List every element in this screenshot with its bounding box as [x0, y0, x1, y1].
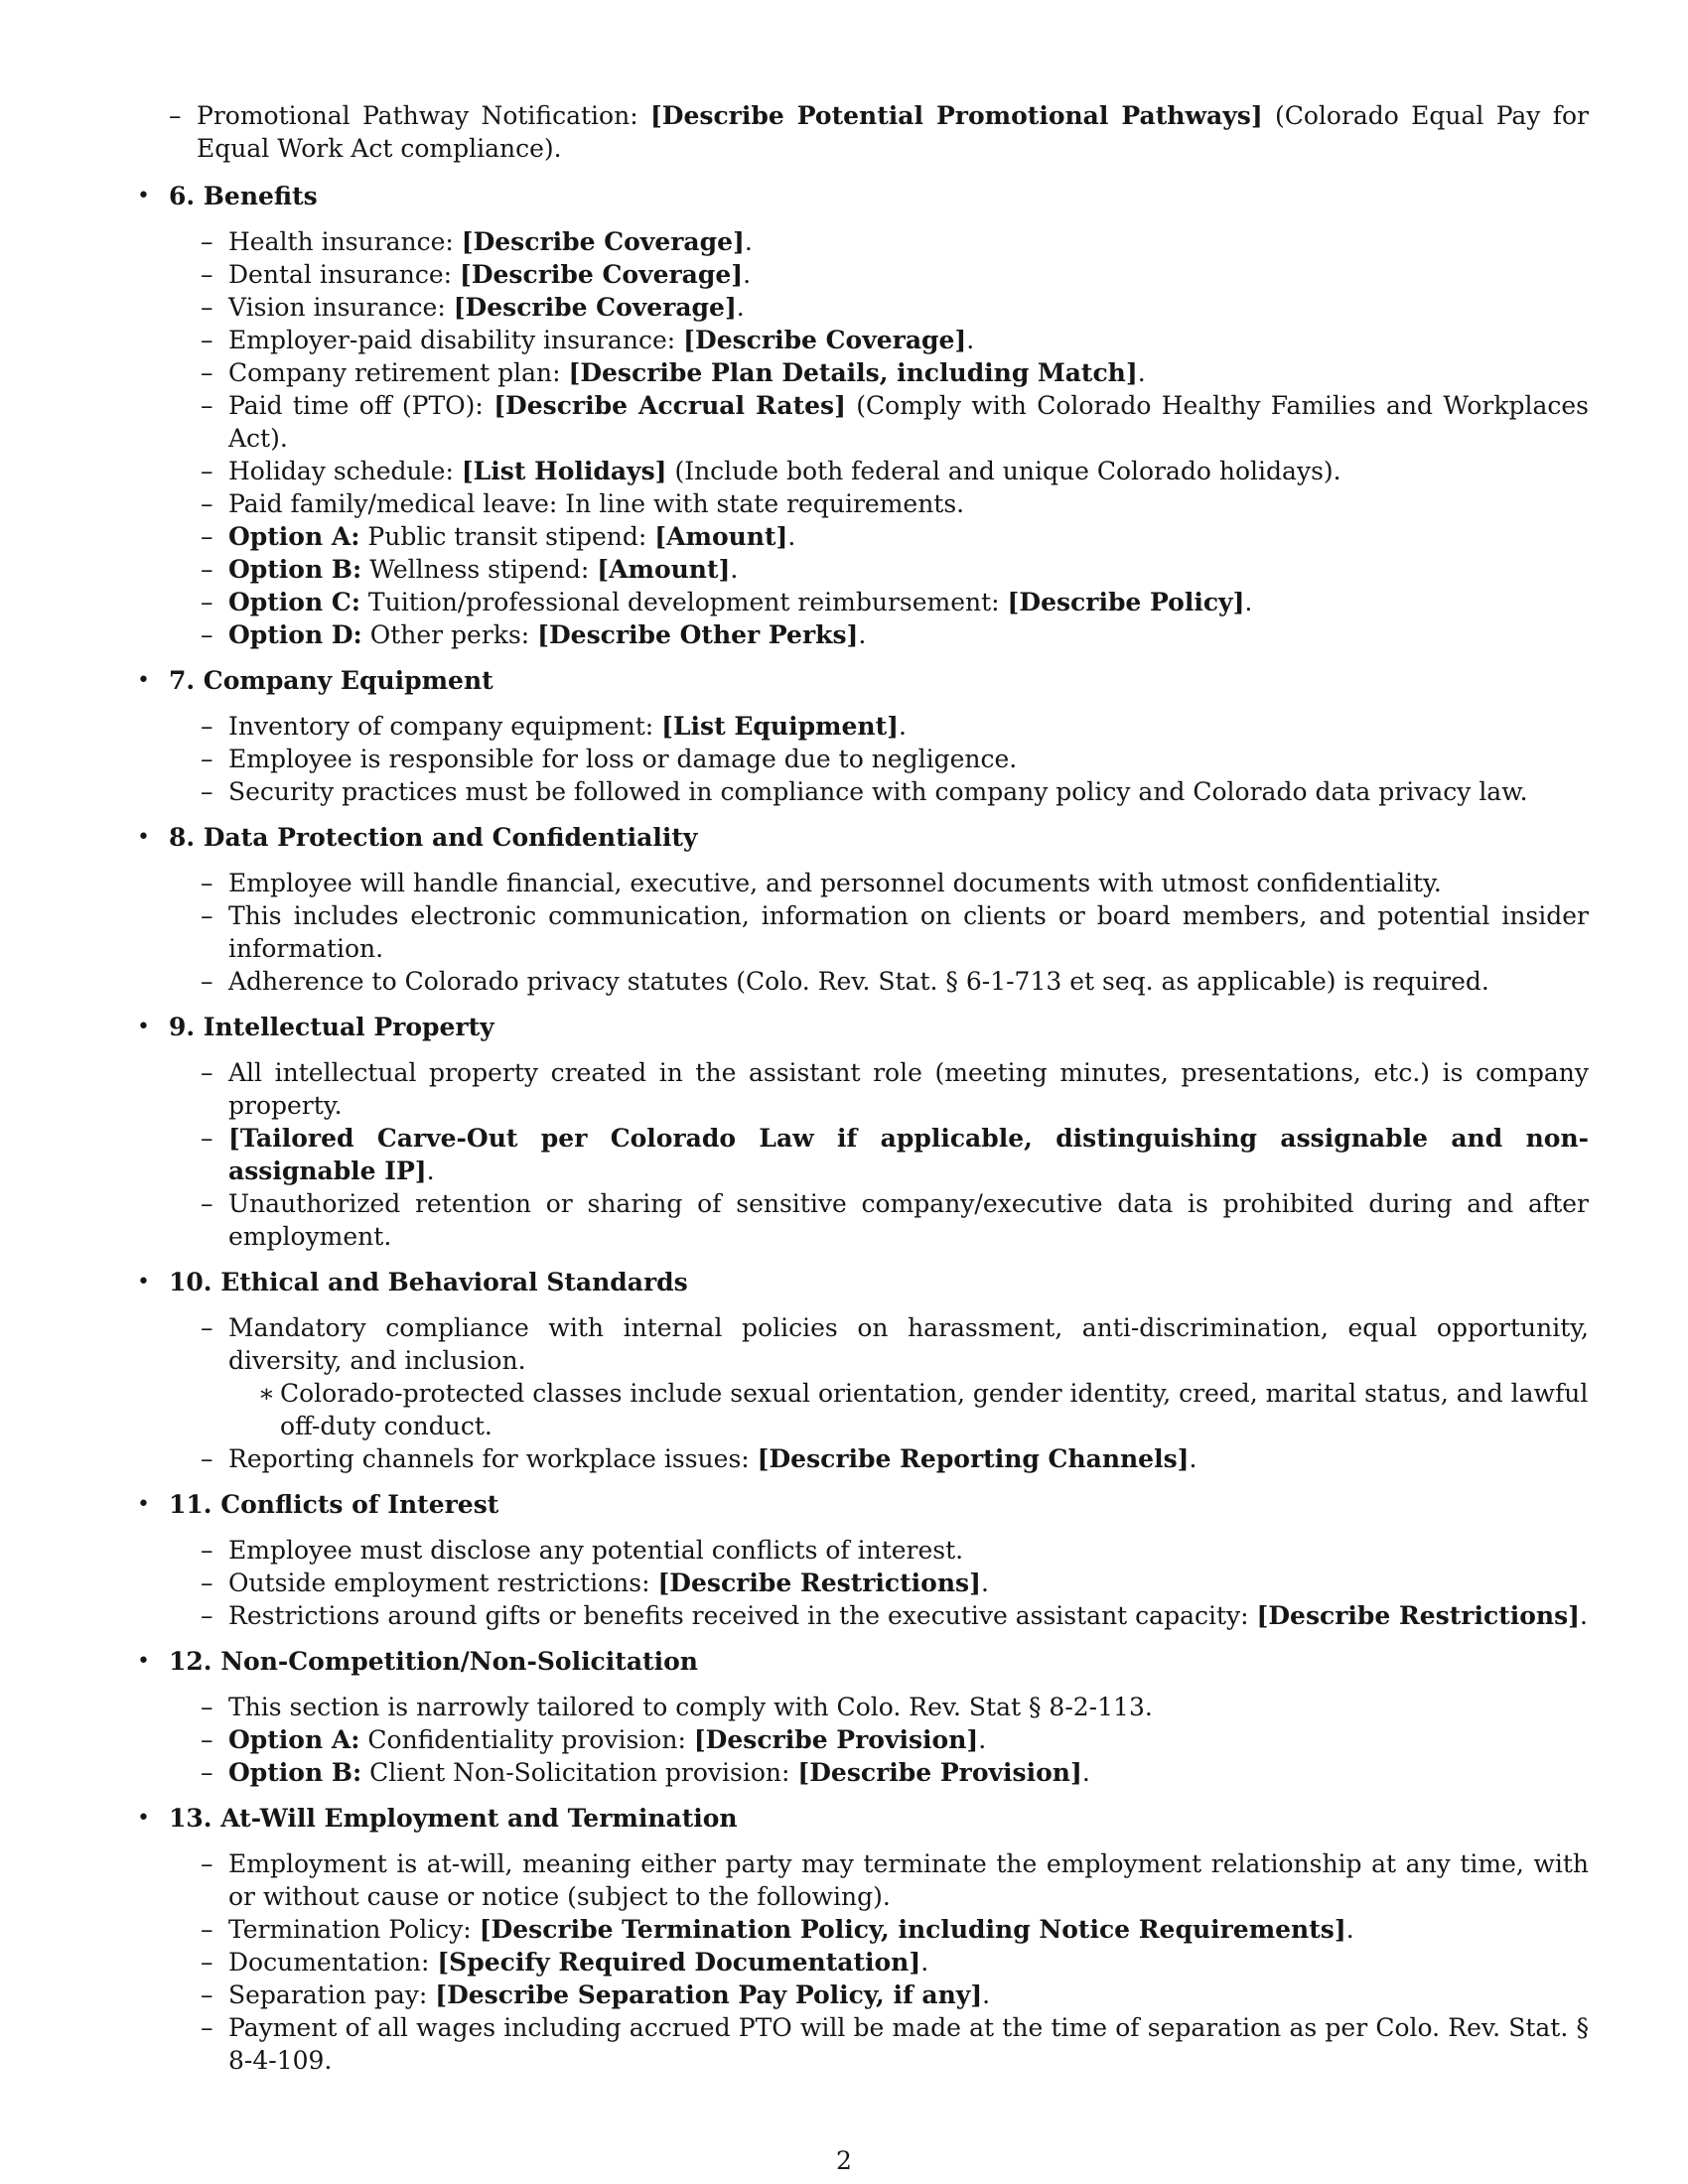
item-text: All intellectual property created in the assistant role (meeting minutes, presentations, etc.) is company property. — [228, 1058, 1589, 1120]
bullet-marker: • — [137, 1015, 150, 1039]
item-text: Reporting channels for workplace issues: — [228, 1444, 758, 1473]
option-label: Option A: — [228, 522, 360, 551]
list-item — [169, 520, 1589, 553]
section-items — [169, 1847, 1589, 2077]
dash-marker: – — [201, 745, 213, 773]
dash-marker: – — [201, 1569, 213, 1597]
section-heading: 7. Company Equipment — [169, 666, 493, 695]
list-item — [169, 1691, 1589, 1723]
list-item — [169, 291, 1589, 324]
section-heading: 6. Benefits — [169, 182, 318, 210]
item-suffix: . — [982, 1980, 991, 2009]
dash-marker: – — [201, 1601, 213, 1630]
dash-marker: – — [201, 1693, 213, 1721]
section-items — [169, 710, 1589, 808]
item-suffix: . — [743, 260, 752, 289]
section-heading: 11. Conflicts of Interest — [169, 1490, 499, 1519]
section-heading: 12. Non-Competition/Non-Solicitation — [169, 1647, 698, 1676]
dash-marker: – — [201, 901, 213, 930]
list-item — [169, 1567, 1589, 1599]
dash-marker: – — [201, 1915, 213, 1944]
dash-marker: – — [201, 489, 213, 518]
item-text: Inventory of company equipment: — [228, 712, 662, 741]
bullet-marker: • — [137, 825, 150, 850]
section — [137, 1488, 1589, 1632]
item-suffix: . — [1345, 1915, 1354, 1944]
dash-marker: – — [201, 1189, 213, 1218]
placeholder-text: [Describe Plan Details, including Match] — [568, 358, 1138, 387]
section-heading: 9. Intellectual Property — [169, 1013, 494, 1041]
placeholder-text: [Describe Restrictions] — [657, 1569, 981, 1597]
dash-marker: – — [201, 1058, 213, 1087]
item-text: Separation pay: — [228, 1980, 436, 2009]
dash-marker: – — [201, 555, 213, 584]
list-item — [169, 225, 1589, 258]
item-text: Public transit stipend: — [359, 522, 655, 551]
section — [137, 1011, 1589, 1253]
list-item — [169, 1913, 1589, 1946]
option-label: Option C: — [228, 588, 360, 616]
list-item — [169, 1056, 1589, 1122]
dash-marker: – — [201, 777, 213, 806]
section — [137, 1802, 1589, 2077]
list-item — [169, 1847, 1589, 1913]
section — [137, 1645, 1589, 1789]
dash-marker: – — [201, 967, 213, 996]
dash-marker: – — [201, 620, 213, 649]
item-suffix: . — [1137, 358, 1146, 387]
item-text: Paid time off (PTO): — [228, 391, 494, 420]
dash-marker: – — [201, 1758, 213, 1787]
section — [137, 664, 1589, 808]
dash-marker: – — [201, 869, 213, 897]
item-text: Outside employment restrictions: — [228, 1569, 658, 1597]
section-heading: 13. At-Will Employment and Termination — [169, 1804, 738, 1833]
item-text: Wellness stipend: — [361, 555, 598, 584]
page-number: 2 — [836, 2146, 852, 2175]
item-suffix: . — [1244, 588, 1253, 616]
placeholder-text: [List Equipment] — [661, 712, 899, 741]
item-suffix: . — [978, 1725, 987, 1754]
placeholder-text: [Describe Accrual Rates] — [493, 391, 846, 420]
section-heading: 10. Ethical and Behavioral Standards — [169, 1268, 688, 1297]
dash-marker: – — [201, 1980, 213, 2009]
placeholder-text: [Describe Termination Policy, including Notice Requirements] — [479, 1915, 1346, 1944]
carryover-item — [137, 99, 1589, 165]
star-marker: ∗ — [258, 1379, 275, 1408]
list-item — [169, 356, 1589, 389]
dash-marker: – — [201, 358, 213, 387]
list-item — [169, 899, 1589, 965]
item-text: Client Non-Solicitation provision: — [361, 1758, 798, 1787]
section — [137, 821, 1589, 998]
sub-list-item — [169, 1377, 1589, 1442]
item-text: This includes electronic communication, information on clients or board members, and potential insider information. — [228, 901, 1589, 963]
list-item — [169, 1756, 1589, 1789]
item-text: Employee is responsible for loss or damage due to negligence. — [228, 745, 1018, 773]
option-label: Option B: — [228, 555, 362, 584]
list-item — [169, 487, 1589, 520]
placeholder-text: [Describe Separation Pay Policy, if any] — [435, 1980, 983, 2009]
section — [137, 1266, 1589, 1475]
placeholder-text: [Describe Coverage] — [683, 326, 967, 354]
item-text: Employment is at-will, meaning either party may terminate the employment relationship at any time, with or without cause or notice (subject to the following). — [228, 1849, 1589, 1911]
placeholder-text: [Describe Coverage] — [459, 260, 744, 289]
bullet-marker: • — [137, 1492, 150, 1517]
item-suffix: . — [730, 555, 739, 584]
item-suffix: . — [980, 1569, 989, 1597]
dash-marker: – — [201, 1948, 213, 1977]
list-item — [169, 743, 1589, 775]
dash-marker: – — [201, 1124, 213, 1153]
item-text: Paid family/medical leave: In line with state requirements. — [228, 489, 965, 518]
dash-marker: – — [169, 101, 182, 130]
bullet-marker: • — [137, 184, 150, 208]
section-heading: 8. Data Protection and Confidentiality — [169, 823, 698, 852]
list-item — [169, 965, 1589, 998]
placeholder-text: [Describe Policy] — [1007, 588, 1245, 616]
dash-marker: – — [201, 2013, 213, 2042]
item-text: Mandatory compliance with internal policies on harassment, anti-discrimination, equal opportunity, diversity, and inclusion. — [228, 1313, 1589, 1375]
section-items — [169, 1311, 1589, 1475]
list-item — [169, 553, 1589, 586]
item-text: Documentation: — [228, 1948, 438, 1977]
placeholder-text: [Describe Provision] — [693, 1725, 979, 1754]
item-text: Vision insurance: — [228, 293, 454, 322]
section-items — [169, 1534, 1589, 1632]
item-text: Unauthorized retention or sharing of sensitive company/executive data is prohibited during and after employment. — [228, 1189, 1589, 1251]
placeholder-text: [List Holidays] — [461, 457, 667, 485]
item-text: Company retirement plan: — [228, 358, 569, 387]
bullet-marker: • — [137, 668, 150, 693]
placeholder-text: [Describe Coverage] — [453, 293, 737, 322]
list-item — [169, 586, 1589, 618]
list-item — [169, 1979, 1589, 2011]
section-list — [137, 180, 1589, 2077]
item-text: Employee will handle financial, executive, and personnel documents with utmost confidentiality. — [228, 869, 1442, 897]
item-text: Employee must disclose any potential conflicts of interest. — [228, 1536, 964, 1565]
section-items — [169, 867, 1589, 998]
bullet-marker: • — [137, 1806, 150, 1831]
item-suffix: . — [744, 227, 753, 256]
list-item — [169, 867, 1589, 899]
item-text: Health insurance: — [228, 227, 462, 256]
dash-marker: – — [201, 391, 213, 420]
list-item — [169, 1122, 1589, 1187]
list-item — [169, 1599, 1589, 1632]
bullet-marker: • — [137, 1270, 150, 1295]
item-text: Termination Policy: — [228, 1915, 480, 1944]
list-item — [169, 324, 1589, 356]
list-item — [169, 258, 1589, 291]
bullet-marker: • — [137, 1649, 150, 1674]
item-suffix: . — [1081, 1758, 1090, 1787]
item-suffix: . — [1580, 1601, 1588, 1630]
placeholder-text: [Describe Potential Promotional Pathways] — [649, 101, 1263, 130]
dash-marker: – — [201, 260, 213, 289]
list-item — [169, 2011, 1589, 2077]
item-suffix: . — [736, 293, 745, 322]
item-suffix: . — [899, 712, 907, 741]
dash-marker: – — [201, 227, 213, 256]
list-item — [169, 618, 1589, 651]
item-text: Dental insurance: — [228, 260, 460, 289]
list-item — [169, 1442, 1589, 1475]
dash-marker: – — [201, 293, 213, 322]
list-item — [169, 389, 1589, 455]
item-text: Adherence to Colorado privacy statutes (Colo. Rev. Stat. § 6-1-713 et seq. as applicable) is required. — [228, 967, 1489, 996]
dash-marker: – — [201, 1444, 213, 1473]
item-text: Tuition/professional development reimbursement: — [359, 588, 1008, 616]
item-suffix: . — [920, 1948, 929, 1977]
dash-marker: – — [201, 457, 213, 485]
item-text: Security practices must be followed in compliance with company policy and Colorado data privacy law. — [228, 777, 1528, 806]
list-item — [169, 455, 1589, 487]
placeholder-text: [Describe Other Perks] — [537, 620, 859, 649]
section-items — [169, 225, 1589, 651]
item-text: Holiday schedule: — [228, 457, 462, 485]
dash-marker: – — [201, 588, 213, 616]
item-text: Employer-paid disability insurance: — [228, 326, 684, 354]
placeholder-text: [Describe Provision] — [797, 1758, 1082, 1787]
placeholder-text: [Describe Restrictions] — [1256, 1601, 1581, 1630]
dash-marker: – — [201, 1536, 213, 1565]
option-label: Option D: — [228, 620, 362, 649]
placeholder-text: [Describe Coverage] — [461, 227, 745, 256]
item-suffix: . — [966, 326, 975, 354]
option-label: Option A: — [228, 1725, 360, 1754]
item-suffix: . — [858, 620, 867, 649]
item-suffix: . — [787, 522, 796, 551]
placeholder-text: [Tailored Carve-Out per Colorado Law if applicable, distinguishing assignable and non-assignable IP] — [228, 1124, 1589, 1185]
list-item — [169, 710, 1589, 743]
item-text: Payment of all wages including accrued PTO will be made at the time of separation as per Colo. Rev. Stat. § 8-4-109. — [228, 2013, 1589, 2075]
dash-marker: – — [201, 326, 213, 354]
item-suffix: . — [1189, 1444, 1197, 1473]
list-item — [169, 1187, 1589, 1253]
item-text: This section is narrowly tailored to comply with Colo. Rev. Stat § 8-2-113. — [228, 1693, 1153, 1721]
placeholder-text: [Amount] — [597, 555, 731, 584]
item-suffix: (Include both federal and unique Colorado holidays). — [666, 457, 1341, 485]
item-text: Restrictions around gifts or benefits received in the executive assistant capacity: — [228, 1601, 1257, 1630]
dash-marker: – — [201, 522, 213, 551]
list-item — [169, 1534, 1589, 1567]
dash-marker: – — [201, 712, 213, 741]
item-text: Promotional Pathway Notification: — [197, 101, 650, 130]
placeholder-text: [Describe Reporting Channels] — [757, 1444, 1190, 1473]
list-item — [169, 1946, 1589, 1979]
section-items — [169, 1056, 1589, 1253]
item-suffix: (Comply with Colorado Healthy Families and Workplaces Act). — [228, 391, 1589, 453]
document-body — [137, 99, 1589, 2077]
section-items — [169, 1691, 1589, 1789]
item-text: Other perks: — [361, 620, 538, 649]
item-text: Confidentiality provision: — [359, 1725, 694, 1754]
item-note: (Colorado Equal Pay for Equal Work Act compliance). — [197, 101, 1589, 163]
placeholder-text: [Amount] — [654, 522, 788, 551]
option-label: Option B: — [228, 1758, 362, 1787]
item-suffix: . — [426, 1157, 435, 1185]
dash-marker: – — [201, 1725, 213, 1754]
list-item — [169, 1723, 1589, 1756]
placeholder-text: [Specify Required Documentation] — [437, 1948, 921, 1977]
list-item — [169, 775, 1589, 808]
list-item — [169, 1311, 1589, 1377]
item-text: Colorado-protected classes include sexual orientation, gender identity, creed, marital status, and lawful off-duty conduct. — [280, 1379, 1589, 1440]
dash-marker: – — [201, 1849, 213, 1878]
section — [137, 180, 1589, 651]
dash-marker: – — [201, 1313, 213, 1342]
